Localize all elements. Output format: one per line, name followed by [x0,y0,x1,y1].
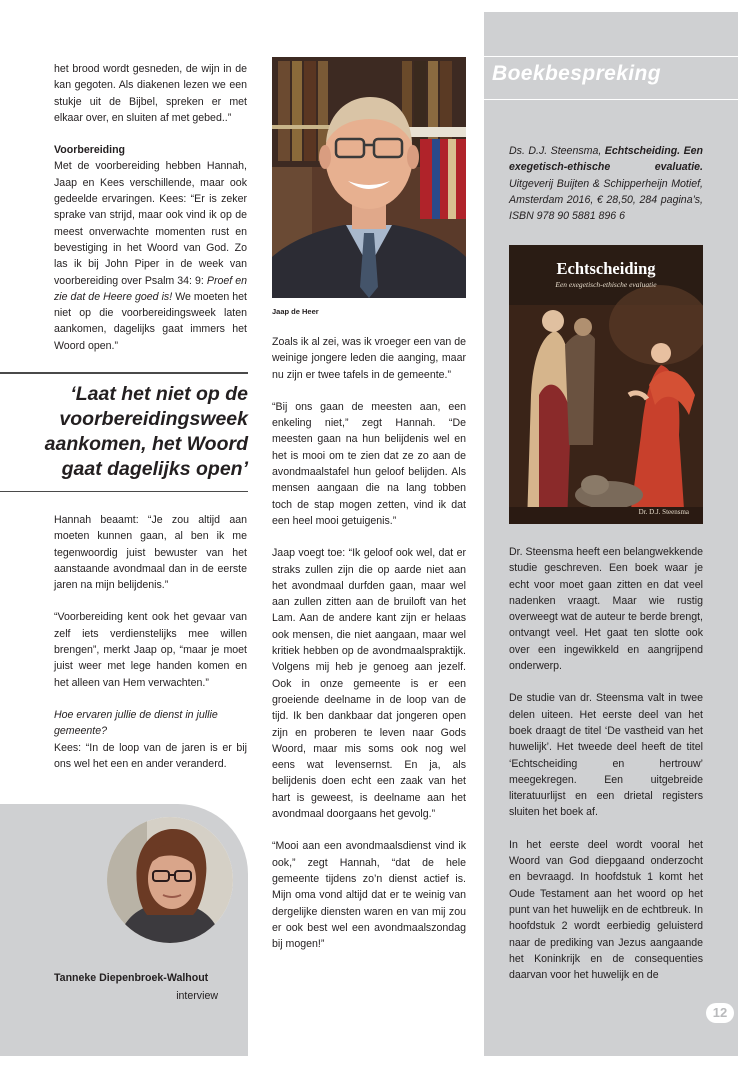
book-cover [509,245,703,524]
paragraph: “Voorbereiding kent ook het gevaar van zelf iets verdienstelijks mee willen brengen”, merkt Jaap op, “maar je moet juist weer met lege handen komen en het alleen van Hem verwachten.” [54,611,247,689]
paragraph: Jaap voegt toe: “Ik geloof ook wel, dat er straks zullen zijn die op aarde niet aan het avondmaal durfden gaan, maar wel aan zullen zitten aan de bruiloft van het Lam. Aan de andere kant zijn er helaas ook mensen, die niet aangaan, maar wel kritiek hebben op de avondmaalspraktijk. Volgens mij heb je genoeg aan jezelf. Ook in onze gemeente is er een groeiende deelname in de loop van de tijd. Ik ben dankbaar dat jongeren open zijn en proberen te leven naar Gods Woord, maar mis soms ook nog wel eens wat levensernst. En ja, als belijdenis doen echt een zaak van het hart is geweest, is deelname aan het avondmaal doorgaans het gevolg.” [272,547,466,821]
cover-author: Dr. D.J. Steensma [638,508,689,516]
page-number: 12 [706,1003,734,1023]
pull-quote-text: ‘Laat het niet op de voorbereidingsweek aankomen, het Woord gaat dagelijks open’ [44,382,248,480]
paragraph: Zoals ik al zei, was ik vroeger een van de weinige jongere leden die aanging, maar nu zijn er twee tafels in de gemeente.” [272,336,466,381]
divider [0,491,248,493]
left-column-top [54,61,247,354]
interviewee-portrait-image [272,57,466,298]
cover-title: Echtscheiding [556,259,656,278]
paragraph: In het eerste deel wordt vooral het Woord van God diepgaand onderzocht en bevraagd. In hoofdstuk 1 komt het Oude Testament aan het woord op het punt van het huwelijk en de echtbreuk. In hoofdstuk 2 wordt eerbiedig geluisterd naar de prediking van Jezus aangaande het Koninkrijk en de consequenties daarvan voor het huwelijk en de [509,838,703,982]
paragraph [54,158,247,354]
paragraph-text: Met de voorbereiding hebben Hannah, Jaap en Kees verschillende, maar ook gedeelde ervaringen. Kees: “Er is zeker sprake van strijd, maar ook vind ik op de meest onverwachte momenten rust en bevestiging in het Woord van God. Zo las ik bij John Piper in de week van voorbereiding over Psalm 34: 9: [54,160,247,287]
middle-column [272,334,466,952]
book-author: Ds. D.J. Steensma, [509,145,605,157]
sidebar-heading: Boekbespreking [492,62,661,85]
cover-subtitle: Een exegetisch-ethische evaluatie [555,280,657,289]
paragraph: Hannah beaamt: “Je zou altijd aan moeten kunnen gaan, al ben ik me tegenwoordig juist bewuster van het aanstaande avondmaal dan in de eerste jaren na mijn belijdenis.” [54,514,247,592]
author-name: Tanneke Diepenbroek-Walhout [54,972,209,984]
interviewee-photo [272,57,466,298]
photo-caption: Jaap de Heer [272,307,319,316]
paragraph: De studie van dr. Steensma valt in twee delen uiteen. Het eerste deel van het boek draagt de titel ‘De vastheid van het huwelijk’. Het tweede deel heeft de titel ‘Echtscheiding en hertrouw’ meegekregen. Een uitgebreide literatuurlijst en een drietal registers sluiten het boek af. [509,692,703,819]
paragraph: “Bij ons gaan de meesten aan, een enkeling niet,” zegt Hannah. “De meesten gaan na hun belijdenis wel en het is mooi om te zien dat ze zo aan de avondmaalstafel hun geloof belijden. Als mensen aangaan die na lang tobben toch de stap mogen zetten, vind ik dat een heel mooi getuigenis.” [272,400,466,527]
paragraph: “Mooi aan een avondmaalsdienst vind ik ook,” zegt Hannah, “dat de hele gemeente tijdens zo’n dienst actief is. Mijn oma vond altijd dat er te weinig van dergelijke diensten waren en van mij zou er ook best wel een avondmaalszondag bij mogen!” [272,840,466,951]
review-text [509,544,703,983]
interview-question: Hoe ervaren jullie de dienst in jullie gemeente? [54,708,218,738]
paragraph: het brood wordt gesneden, de wijn in de kan gegoten. Als diakenen lezen we een stukje uit de Bijbel, spreken er met elkaar over, en sluiten af met gebed..” [54,63,247,124]
book-info [509,143,703,224]
paragraph-text: We moeten het niet op die voorbereidingsweek laten aankomen, dagelijks gaat immers het Woord open.” [54,290,247,352]
section-heading: Voorbereiding [54,144,126,157]
left-column-bottom [54,512,247,772]
paragraph: Dr. Steensma heeft een belangwekkende studie geschreven. Een boek waar je echt voor moet gaan zitten en dat veel nadenken vraagt. Maar wie rustig overweegt wat de auteur te berde brengt, ontvangt veel. Het gaat ten slotte ook over een ingewikkeld en aangrijpend onderwerp. [509,546,703,673]
paragraph: Kees: “In de loop van de jaren is er bij ons wel het een en ander veranderd. [54,741,247,770]
author-portrait-image [107,817,233,943]
scripture-quote: Proef en zie dat de Heere goed is! [54,274,247,303]
author-role: interview [176,990,218,1002]
pull-quote [0,372,248,492]
book-details: Uitgeverij Buijten & Schipperheijn Motief, Amsterdam 2016, € 28,50, 284 pagina’s, ISBN 978 90 5881 896 6 [509,177,703,223]
book-title: Echtscheiding. Een exegetisch-ethische evaluatie. [509,145,704,174]
author-photo [107,817,233,943]
